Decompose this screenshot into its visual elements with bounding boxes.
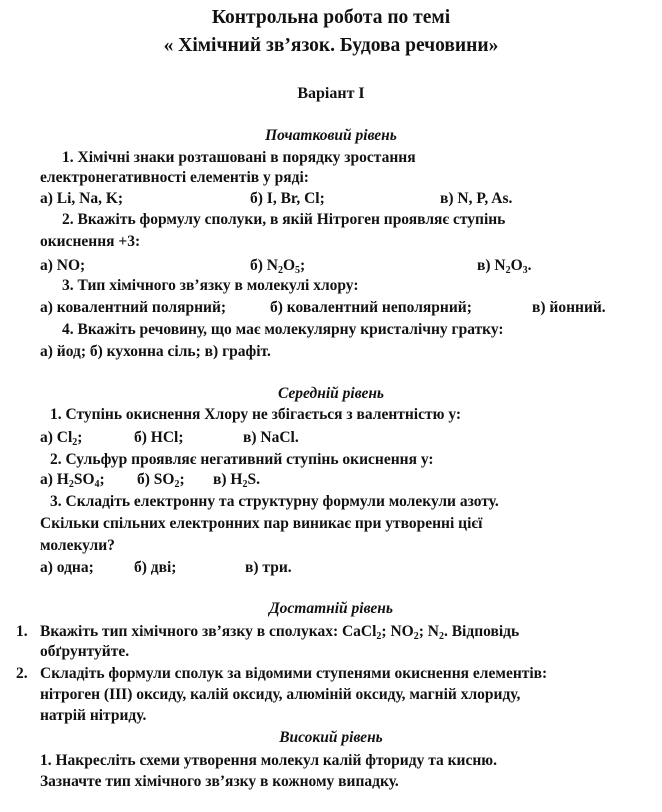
s1-pre: Вкажіть тип хімічного зв’язку в сполуках: CaCl xyxy=(40,623,377,640)
sufficient-q1-line2: обґрунтуйте. xyxy=(40,643,130,660)
initial-q2-line1: 2. Вкажіть формулу сполуки, в якій Нітроген проявляє ступінь xyxy=(62,211,506,228)
s1-post: . Відповідь xyxy=(443,623,520,640)
s1-mid2: ; N xyxy=(418,623,439,640)
initial-q3-option-a: а) ковалентний полярний; xyxy=(40,299,227,316)
initial-q2-option-a: а) NO; xyxy=(40,257,86,274)
middle-q3-line1: 3. Складіть електронну та структурну формули молекули азоту. xyxy=(50,493,499,510)
q2b-pre: б) N xyxy=(250,257,278,274)
initial-level-heading: Початковий рівень xyxy=(265,127,397,144)
m2b-pre: б) SO xyxy=(137,471,175,488)
initial-q3-option-c: в) йонний. xyxy=(532,299,606,316)
s1-sub2: 2 xyxy=(413,631,419,642)
middle-q3-option-c: в) три. xyxy=(245,559,292,576)
initial-q1-option-a: а) Li, Na, K; xyxy=(40,190,124,207)
middle-q3-line2: Скільки спільних електронних пар виникає при утворенні цієї xyxy=(40,515,483,532)
sufficient-q2-line1: Складіть формули сполук за відомими ступенями окиснення елементів: xyxy=(40,665,548,682)
q2c-sub2: 3 xyxy=(522,265,528,276)
m2b-post: ; xyxy=(179,471,185,488)
middle-level-heading: Середній рівень xyxy=(277,385,385,402)
middle-q1-option-b: б) HCl; xyxy=(134,429,184,446)
middle-q2-line1: 2. Сульфур проявляє негативний ступінь окиснення у: xyxy=(50,451,434,468)
page-title-line1: Контрольна робота по темі xyxy=(211,7,451,28)
sufficient-q2-line3: натрій нітриду. xyxy=(40,707,147,724)
m1a-sub: 2 xyxy=(72,437,78,448)
initial-q4-options: а) йод; б) кухонна сіль; в) графіт. xyxy=(40,343,271,360)
middle-q2-option-b xyxy=(137,470,185,490)
m2a-post: ; xyxy=(99,471,105,488)
sufficient-q2-line2: нітроген (ІІІ) оксиду, калій оксиду, алюміній оксиду, магній хлориду, xyxy=(40,686,521,703)
s1-sub1: 2 xyxy=(376,631,382,642)
q2c-mid: O xyxy=(510,257,523,274)
middle-q1-line1: 1. Ступінь окиснення Хлору не збігається з валентністю у: xyxy=(50,406,462,423)
sufficient-q1-line1 xyxy=(40,622,519,642)
high-q1-line1: 1. Накресліть схеми утворення молекул калій фториду та кисню. xyxy=(40,752,498,769)
variant-label: Варіант І xyxy=(297,85,365,102)
initial-q3-option-b: б) ковалентний неполярний; xyxy=(270,299,472,316)
m2c-sub: 2 xyxy=(242,479,248,490)
q2b-post: ; xyxy=(300,257,306,274)
initial-q2-option-b xyxy=(250,256,305,276)
q2b-sub1: 2 xyxy=(277,265,283,276)
m2c-pre: в) H xyxy=(213,471,243,488)
sufficient-q1-number: 1. xyxy=(16,623,28,640)
m2a-mid: SO xyxy=(73,471,95,488)
high-q1-line2: Зазначте тип хімічного зв’язку в кожному випадку. xyxy=(40,773,399,790)
initial-q4-line1: 4. Вкажіть речовину, що має молекулярну кристалічну гратку: xyxy=(62,321,504,338)
q2c-pre: в) N xyxy=(477,257,506,274)
high-level-heading: Високий рівень xyxy=(279,729,383,746)
middle-q1-option-a xyxy=(40,428,82,448)
initial-q1-line2: електронегативності елементів у ряді: xyxy=(40,169,309,186)
initial-q1-option-b: б) I, Br, Cl; xyxy=(250,190,325,207)
s1-mid1: ; NO xyxy=(381,623,414,640)
q2c-sub1: 2 xyxy=(505,265,511,276)
initial-q1-option-c: в) N, P, As. xyxy=(440,190,513,207)
middle-q3-option-a: а) одна; xyxy=(40,559,94,576)
m2a-sub1: 2 xyxy=(68,479,74,490)
q2c-post: . xyxy=(527,257,532,274)
middle-q1-option-c: в) NaCl. xyxy=(243,429,299,446)
middle-q2-option-c xyxy=(213,470,260,490)
q2b-mid: O xyxy=(282,257,296,274)
m2b-sub: 2 xyxy=(174,479,180,490)
middle-q2-option-a xyxy=(40,470,105,490)
m1a-post: ; xyxy=(77,429,83,446)
initial-q3-line1: 3. Тип хімічного зв’язку в молекулі хлору: xyxy=(62,277,359,294)
q2b-sub2: 5 xyxy=(295,265,301,276)
middle-q3-line3: молекули? xyxy=(40,537,115,554)
middle-q3-option-b: б) дві; xyxy=(134,559,177,576)
m2c-post: S. xyxy=(247,471,260,488)
page-title-line2: « Хімічний зв’язок. Будова речовини» xyxy=(163,35,499,56)
initial-q1-line1: 1. Хімічні знаки розташовані в порядку зростання xyxy=(62,149,416,166)
m1a-pre: а) Cl xyxy=(40,429,73,446)
initial-q2-line2: окиснення +3: xyxy=(40,233,141,250)
sufficient-q2-number: 2. xyxy=(16,665,28,682)
m2a-pre: а) H xyxy=(40,471,69,488)
s1-sub3: 2 xyxy=(438,631,444,642)
sufficient-level-heading: Достатній рівень xyxy=(269,600,393,617)
m2a-sub2: 4 xyxy=(94,479,100,490)
initial-q2-option-c xyxy=(477,256,532,276)
